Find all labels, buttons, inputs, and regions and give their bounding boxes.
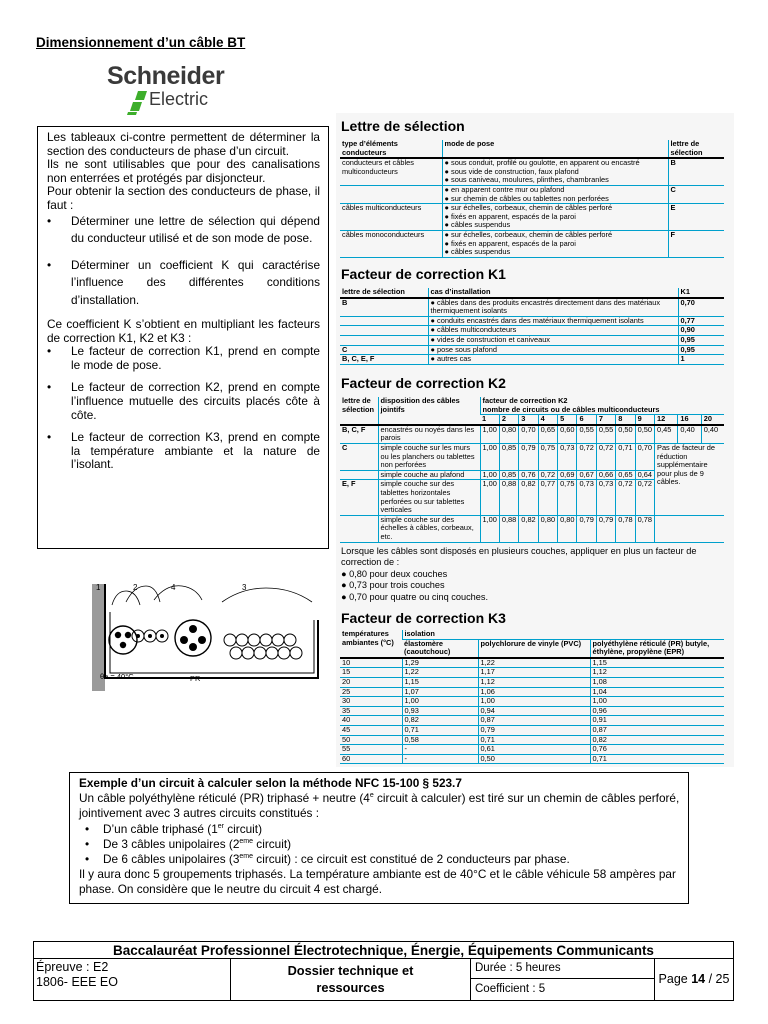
cell: 0,87	[478, 716, 590, 726]
example-title: Exemple d’un circuit à calculer selon la méthode NFC 15-100 § 523.7	[79, 776, 462, 790]
table-row	[340, 425, 724, 444]
cell: 0,79	[519, 443, 538, 470]
pr-label: PR	[190, 674, 201, 683]
cell: 0,82	[519, 515, 538, 542]
cell	[340, 326, 428, 336]
brace-3	[222, 588, 312, 602]
temperature-label: θa = 40°C	[100, 672, 134, 681]
cell-note: Pas de facteur de réduction supplémentaire pour plus de 9 câbles.	[655, 443, 724, 515]
table-row	[340, 355, 724, 365]
cell: 0,79	[478, 725, 590, 735]
cell: 50	[340, 735, 402, 745]
list-item	[79, 822, 682, 837]
cell: 0,50	[478, 754, 590, 764]
cell: ● vides de construction et caniveaux	[428, 335, 678, 345]
cell: 1,22	[402, 668, 478, 678]
cell: 0,55	[596, 425, 615, 444]
table-row	[340, 677, 724, 687]
table-row	[340, 515, 724, 542]
cell: 0,65	[538, 425, 557, 444]
table-row	[340, 697, 724, 707]
col-header: lettre de sélection	[668, 140, 724, 158]
table-row	[340, 230, 724, 257]
text-run: circuit)	[253, 836, 292, 851]
cell: 0,45	[655, 425, 678, 444]
count-header: 6	[577, 415, 596, 425]
cell: ● câbles dans des produits encastrés directement dans des matériaux thermiquement isolants	[428, 298, 678, 317]
example-box	[69, 772, 689, 904]
logo-name-2: Electric	[149, 89, 209, 109]
cell: 0,80	[558, 515, 577, 542]
cell: ● sur chemin de câbles ou tablettes non perforées	[444, 193, 609, 203]
cell: 0,50	[616, 425, 635, 444]
cell: 0,40	[701, 425, 724, 444]
k2-layers-note	[341, 546, 731, 603]
cell: 25	[340, 687, 402, 697]
schneider-logo-mark-icon	[124, 90, 148, 116]
table-row	[340, 745, 724, 755]
cell: 0,96	[590, 706, 724, 716]
cell: 0,78	[635, 515, 654, 542]
col-header: nombre de circuits ou de câbles multiconducteurs	[482, 404, 660, 414]
cell: 0,71	[590, 754, 724, 764]
k1-title: Facteur de correction K1	[341, 266, 506, 282]
epreuve: Épreuve : E2	[36, 960, 109, 974]
cable-tray-diagram	[92, 578, 328, 691]
cell: 0,76	[590, 745, 724, 755]
count-header: 9	[635, 415, 654, 425]
list-item	[79, 852, 682, 867]
cell: 20	[340, 677, 402, 687]
list-item: • Le facteur de correction K2, prend en compte l’influence mutuelle des circuits placés côte à côte.	[47, 381, 320, 422]
list-item: • Déterminer une lettre de sélection qui dépend du conducteur utilisé et de son mode de pose.	[47, 213, 320, 248]
col-header: facteur de correction K2	[482, 396, 568, 405]
count-header: 2	[499, 415, 518, 425]
cell: 0,66	[596, 470, 615, 480]
list-item	[79, 837, 682, 852]
superscript: eme	[239, 837, 254, 845]
cell: B, C, E, F	[340, 355, 428, 365]
cell: 15	[340, 668, 402, 678]
cell: 0,80	[499, 425, 518, 444]
table-row	[340, 716, 724, 726]
lettre-title: Lettre de sélection	[341, 118, 465, 134]
table-row	[340, 185, 724, 203]
label-2: 2	[133, 583, 138, 592]
code: 1806- EEE EO	[36, 974, 118, 989]
text-run: D’un câble triphasé (1	[103, 821, 218, 836]
col-header: mode de pose	[442, 140, 668, 158]
cell: B	[340, 298, 428, 317]
superscript: eme	[239, 853, 254, 861]
count-header: 16	[678, 415, 701, 425]
cell: 0,72	[596, 443, 615, 470]
count-header: 7	[596, 415, 615, 425]
reference-tables	[336, 113, 734, 767]
doc-line: ressources	[316, 980, 385, 995]
cell: simple couche au plafond	[378, 470, 480, 480]
cell: 0,91	[590, 716, 724, 726]
cell: 1,00	[590, 697, 724, 707]
logo-name-1: Schneider	[107, 62, 225, 90]
count-header: 3	[519, 415, 538, 425]
brace-2	[126, 586, 160, 602]
intro-paragraph: Ce coefficient K s’obtient en multipliant les facteurs de correction K1, K2 et K3 :	[47, 317, 320, 345]
cell: -	[402, 754, 478, 764]
cell: ● conduits encastrés dans des matériaux thermiquement isolants	[428, 316, 678, 326]
cell: 0,40	[678, 425, 701, 444]
text-run: circuit à calculer) est tiré sur un chemin de câbles perforé, jointivement avec 3 autres circuits constitués :	[79, 791, 680, 821]
footer-title: Baccalauréat Professionnel Électrotechnique, Énergie, Équipements Communicants	[34, 942, 733, 959]
cell: 0,55	[577, 425, 596, 444]
page-title: Dimensionnement d’un câble BT	[36, 35, 246, 50]
cell: 35	[340, 706, 402, 716]
cell: 40	[340, 716, 402, 726]
factors-list	[47, 345, 320, 472]
footer-document	[231, 959, 471, 1000]
count-header: 1	[480, 415, 499, 425]
cell: ● fixés en apparent, espacés de la paroi	[444, 238, 576, 248]
cell: ● fixés en apparent, espacés de la paroi	[444, 211, 576, 221]
table-row	[340, 316, 724, 326]
cell: 0,72	[616, 480, 635, 515]
table-row	[340, 335, 724, 345]
superscript: e	[369, 792, 374, 800]
cell: 10	[340, 658, 402, 668]
cell: 1,07	[402, 687, 478, 697]
cell: 0,67	[577, 470, 596, 480]
cell: ● câbles multiconducteurs	[428, 326, 678, 336]
cell: 0,64	[635, 470, 654, 480]
cell-empty	[655, 515, 724, 542]
cell: 0,60	[558, 425, 577, 444]
cell: 0,90	[678, 326, 724, 336]
cable-circuit-1	[109, 626, 137, 654]
table-row	[340, 443, 724, 470]
k2-title: Facteur de correction K2	[341, 375, 506, 391]
cell: 1,15	[590, 658, 724, 668]
count-header: 4	[538, 415, 557, 425]
k2-table	[340, 397, 724, 543]
col-header: type d’éléments conducteurs	[340, 140, 442, 158]
col-header: isolation	[402, 630, 724, 639]
cell: 1,00	[480, 515, 499, 542]
cell: E	[668, 204, 724, 231]
cell: simple couche sur les murs ou les planchers ou tablettes non perforées	[378, 443, 480, 470]
intro-box	[37, 126, 329, 549]
cell: C	[668, 185, 724, 203]
table-row	[340, 706, 724, 716]
cell: 0,72	[577, 443, 596, 470]
count-header: 8	[616, 415, 635, 425]
cell: F	[668, 230, 724, 257]
cell: 0,58	[402, 735, 478, 745]
cell: 55	[340, 745, 402, 755]
note-item: ● 0,70 pour quatre ou cinq couches.	[341, 591, 489, 602]
cell: 1,00	[480, 443, 499, 470]
note-item: ● 0,80 pour deux couches	[341, 568, 448, 579]
cell: 0,72	[538, 470, 557, 480]
col-header: polychlorure de vinyle (PVC)	[478, 639, 590, 658]
cell: 0,72	[635, 480, 654, 515]
cell: câbles multiconducteurs	[340, 204, 442, 231]
cell: 0,82	[402, 716, 478, 726]
cell: 1,08	[590, 677, 724, 687]
brace-1	[112, 591, 140, 605]
table-row	[340, 298, 724, 317]
cell: 0,70	[678, 298, 724, 317]
cell: câbles monoconducteurs	[340, 230, 442, 257]
cell: 0,85	[499, 470, 518, 480]
cell: ● en apparent contre mur ou plafond	[444, 184, 565, 194]
table-row	[340, 658, 724, 668]
cell: 0,73	[577, 480, 596, 515]
superscript: er	[217, 822, 224, 830]
page-number	[655, 959, 733, 1000]
cell: 60	[340, 754, 402, 764]
col-header: lettre de sélection	[340, 397, 378, 425]
cell: 1,12	[590, 668, 724, 678]
footer-duree: Durée : 5 heures	[471, 959, 655, 979]
cell: 1,29	[402, 658, 478, 668]
page-label: Page	[658, 972, 692, 986]
table-row	[340, 735, 724, 745]
cell: ● sous conduit, profilé ou goulotte, en apparent ou encastré	[444, 158, 640, 168]
cell: ● câbles suspendus	[444, 220, 511, 230]
cell: 0,73	[558, 443, 577, 470]
cell: E, F	[340, 480, 378, 515]
table-row	[340, 754, 724, 764]
cell: 0,79	[596, 515, 615, 542]
cell: 1,06	[478, 687, 590, 697]
cell: 30	[340, 697, 402, 707]
k3-table	[340, 630, 724, 764]
note-item: ● 0,73 pour trois couches	[341, 580, 445, 591]
cell: ● sous caniveau, moulures, plinthes, chambranles	[444, 175, 609, 185]
list-item: • Déterminer un coefficient K qui caractérise l’influence des différentes conditions d’installation.	[47, 257, 320, 310]
cell: 0,75	[538, 443, 557, 470]
cell: -	[402, 745, 478, 755]
cell: 0,85	[499, 443, 518, 470]
cell: ● câbles suspendus	[444, 247, 511, 257]
cell: 0,75	[558, 480, 577, 515]
cell: 1,12	[478, 677, 590, 687]
cell: encastrés ou noyés dans les parois	[378, 425, 480, 444]
cell: ● sur échelles, corbeaux, chemin de câbles perforé	[444, 203, 613, 213]
cell: 0,95	[678, 335, 724, 345]
cell: 0,76	[519, 470, 538, 480]
cell: simple couche sur des échelles à câbles, corbeaux, etc.	[378, 515, 480, 542]
cell: 0,93	[402, 706, 478, 716]
count-header: 12	[655, 415, 678, 425]
steps-list	[47, 213, 320, 310]
cell: 0,77	[678, 316, 724, 326]
cell: 0,78	[616, 515, 635, 542]
cell: 1,00	[480, 470, 499, 480]
footer-coefficient: Coefficient : 5	[471, 979, 655, 1000]
cell: 0,94	[478, 706, 590, 716]
cell: 1,04	[590, 687, 724, 697]
cell	[340, 515, 378, 542]
col-header: températures ambiantes (°C)	[340, 630, 402, 658]
schneider-logo	[100, 62, 240, 120]
cables-circuit-3	[224, 634, 302, 659]
cell: ● sur échelles, corbeaux, chemin de câbles perforé	[444, 229, 613, 239]
col-header: cas d’installation	[428, 288, 678, 298]
cell: 0,88	[499, 480, 518, 515]
label-1: 1	[96, 583, 101, 592]
cell: 0,69	[558, 470, 577, 480]
cell: 0,87	[590, 725, 724, 735]
col-header: K1	[678, 288, 724, 298]
cell: 0,88	[499, 515, 518, 542]
text-run: Un câble polyéthylène réticulé (PR) triphasé + neutre (4	[79, 791, 370, 806]
list-item: • Le facteur de correction K3, prend en compte la température ambiante et la nature de l’isolant.	[47, 431, 320, 472]
cell: 1,00	[480, 425, 499, 444]
text-run: circuit)	[224, 821, 263, 836]
cell	[340, 185, 442, 203]
example-paragraph	[79, 791, 682, 821]
footer	[33, 941, 734, 1001]
cell: 0,80	[538, 515, 557, 542]
example-paragraph: Il y aura donc 5 groupements triphasés. La température ambiante est de 40°C et le câble véhicule 58 ampères par phase. On considère que le neutre du circuit 4 est chargé.	[79, 867, 676, 897]
cell: C	[340, 345, 428, 355]
cell	[340, 335, 428, 345]
count-header: 5	[558, 415, 577, 425]
cell: conducteurs et câbles multiconducteurs	[340, 158, 442, 185]
col-header: élastomère (caoutchouc)	[402, 639, 478, 658]
cell: 0,70	[519, 425, 538, 444]
count-header: 20	[701, 415, 724, 425]
cell: 1,22	[478, 658, 590, 668]
cell: 0,50	[635, 425, 654, 444]
col-header: lettre de sélection	[340, 288, 428, 298]
note-text: Lorsque les câbles sont disposés en plusieurs couches, appliquer en plus un facteur de correction de :	[341, 546, 697, 568]
table-row	[340, 725, 724, 735]
cell: simple couche sur des tablettes horizontales perforées ou sur tablettes verticales	[378, 480, 480, 515]
table-row	[340, 668, 724, 678]
text-run: De 3 câbles unipolaires (2	[103, 836, 240, 851]
cell: 0,82	[519, 480, 538, 515]
lettre-table	[340, 140, 724, 258]
list-item: • Le facteur de correction K1, prend en compte le mode de pose.	[47, 345, 320, 372]
page-current: 14	[691, 972, 706, 986]
intro-paragraph: Pour obtenir la section des conducteurs de phase, il faut :	[47, 184, 320, 212]
brace-4	[154, 586, 202, 600]
cell: 0,70	[635, 443, 654, 470]
cell: 1,00	[478, 697, 590, 707]
cell: 0,79	[577, 515, 596, 542]
col-header: disposition des câbles jointifs	[378, 397, 480, 425]
cell: 1	[678, 355, 724, 365]
cell: ● autres cas	[428, 355, 678, 365]
cell: 0,65	[616, 470, 635, 480]
cell: B	[668, 158, 724, 185]
cell: 1,15	[402, 677, 478, 687]
cell	[340, 316, 428, 326]
footer-epreuve	[34, 959, 231, 1000]
cell: C	[340, 443, 378, 470]
cell: 0,71	[616, 443, 635, 470]
table-row	[340, 158, 724, 185]
label-3: 3	[242, 583, 247, 592]
cell: 1,00	[480, 480, 499, 515]
cell: 1,17	[478, 668, 590, 678]
example-list	[79, 822, 682, 868]
table-row	[340, 687, 724, 697]
cell: ● pose sous plafond	[428, 345, 678, 355]
col-header: polyéthylène réticulé (PR) butyle, éthylène, propylène (EPR)	[590, 639, 724, 658]
table-row	[340, 204, 724, 231]
table-row	[340, 345, 724, 355]
k1-table	[340, 288, 724, 365]
cell: 0,82	[590, 735, 724, 745]
cell: 0,61	[478, 745, 590, 755]
doc-line: Dossier technique et	[287, 963, 414, 978]
cell: 45	[340, 725, 402, 735]
cell: 0,95	[678, 345, 724, 355]
text-run: De 6 câbles unipolaires (3	[103, 852, 240, 867]
k3-title: Facteur de correction K3	[341, 610, 506, 626]
cell: 0,71	[478, 735, 590, 745]
cell: 0,77	[538, 480, 557, 515]
cell: B, C, F	[340, 425, 378, 444]
cell: ● sous vide de construction, faux plafond	[444, 166, 579, 176]
cell: 0,73	[596, 480, 615, 515]
intro-paragraph: Les tableaux ci-contre permettent de déterminer la section des conducteurs de phase d’un circuit.	[47, 130, 320, 158]
intro-paragraph: Ils ne sont utilisables que pour des canalisations non enterrées et protégés par disjoncteur.	[47, 157, 320, 185]
label-4: 4	[171, 583, 176, 592]
text-run: circuit) : ce circuit est constitué de 2 conducteurs par phase.	[253, 852, 570, 867]
cell: 0,71	[402, 725, 478, 735]
page-total: / 25	[705, 972, 730, 986]
cell: 1,00	[402, 697, 478, 707]
